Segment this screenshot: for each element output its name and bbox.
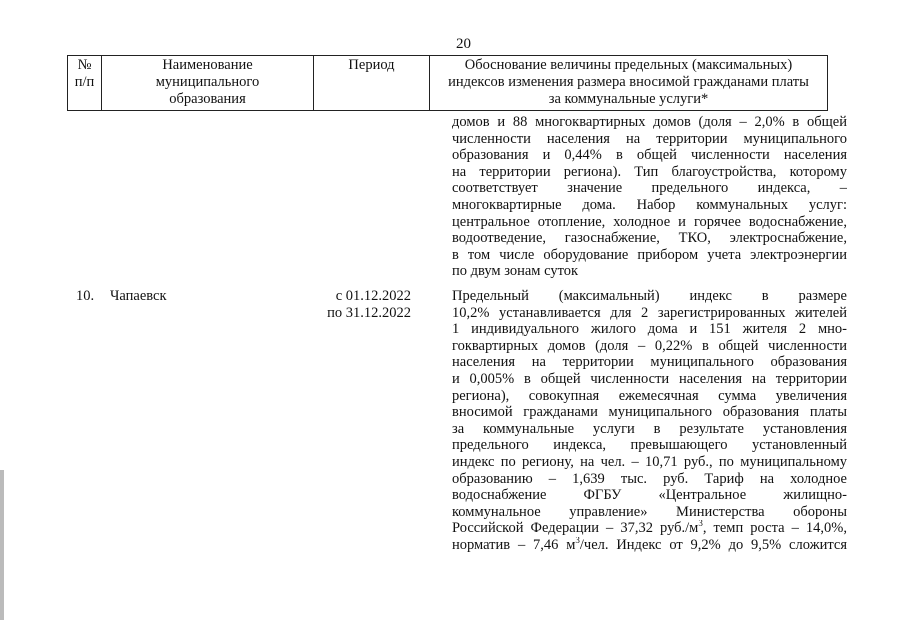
text-line: центральное отопление, холодное и горячее водоснабжение,: [452, 213, 847, 230]
header-col-justification: Обоснование величины предельных (максимальных) индексов изменения размера вносимой гражданами платы за коммунальные услуги*: [430, 56, 828, 111]
text-line: домов и 88 многоквартирных домов (доля – 2,0% в общей: [452, 114, 847, 130]
period-to: по 31.12.2022: [327, 305, 411, 321]
row-municipality: Чапаевск: [110, 288, 167, 304]
page-number: 20: [456, 36, 471, 52]
row-number: 10.: [76, 288, 95, 304]
text-line: водоотведение, газоснабжение, ТКО, электроснабжение,: [452, 230, 847, 247]
text-line: соответствует значение предельного индекса, –: [452, 180, 847, 197]
text-line: в том числе оборудование прибором учета электроэнергии: [452, 246, 847, 263]
header-col-municipality: Наименование муниципального образования: [102, 56, 314, 111]
page-edge-shadow: [0, 470, 4, 620]
text-line: предельного индекса, превышающего установленный: [452, 437, 847, 454]
period-from: с 01.12.2022: [335, 288, 411, 304]
row-period: [322, 288, 411, 322]
text-line: 10,2% устанавливается для 2 зарегистрированных жителей: [452, 304, 847, 321]
text-line-tariff: Российской Федерации – 37,32 $руб./м^3$, темп роста – 14,0%,: [452, 520, 847, 537]
text-line: индекс по региону, на чел. – 10,71 руб., по муниципальному: [452, 453, 847, 470]
text-line: многоквартирные дома. Набор коммунальных услуг:: [452, 196, 847, 213]
header-col-period: Период: [314, 56, 430, 111]
text-line: вносимой гражданами муниципального образования платы: [452, 404, 847, 421]
text-line: гоквартирных домов (доля – 0,22% в общей численности: [452, 337, 847, 354]
text-line: и 0,005% в общей численности населения на территории: [452, 370, 847, 387]
text-line: 1 индивидуального жилого дома и 151 жителя 2 мно-: [452, 321, 847, 338]
row-justification: [452, 288, 847, 554]
text-line: населения на территории муниципального образования: [452, 354, 847, 371]
text-line: на территории региона). Тип благоустройства, которому: [452, 163, 847, 180]
text-line: Предельный (максимальный) индекс в размере: [452, 288, 847, 304]
continuation-text: [452, 114, 847, 280]
text-line: коммунальное управление» Министерства обороны: [452, 503, 847, 520]
text-line: численности населения на территории муниципального: [452, 130, 847, 147]
text-line: за коммунальные услуги в результате установления: [452, 420, 847, 437]
text-line: водоснабжение ФГБУ «Центральное жилищно-: [452, 487, 847, 504]
header-col-number: № п/п: [68, 56, 102, 111]
text-line-norm: норматив – 7,46 $м^3$/чел. Индекс от 9,2% до 9,5% сложится: [452, 536, 847, 553]
text-line: образованию – 1,639 тыс. руб. Тариф на холодное: [452, 470, 847, 487]
text-line: по двум зонам суток: [452, 263, 579, 280]
text-line: образования и 0,44% в общей численности населения: [452, 147, 847, 164]
table-header: [67, 55, 828, 111]
text-line: региона), совокупная ежемесячная сумма увеличения: [452, 387, 847, 404]
